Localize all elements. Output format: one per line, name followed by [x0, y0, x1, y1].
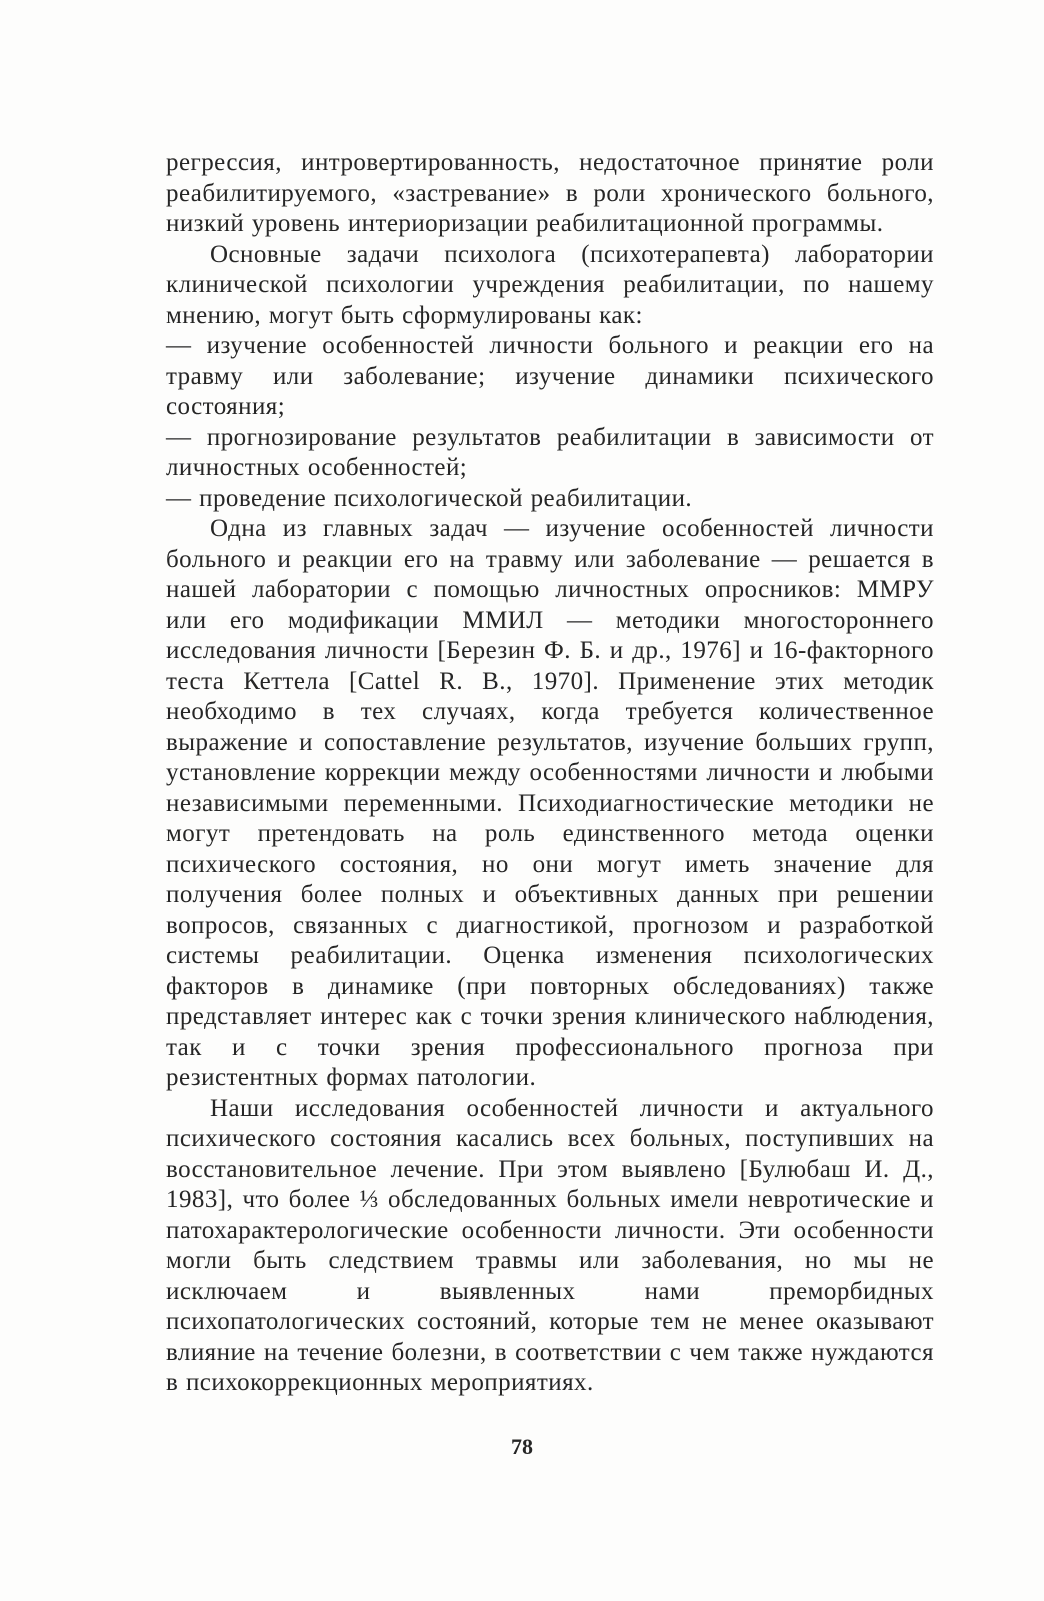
page-number: 78: [511, 1434, 533, 1459]
paragraph-research: Наши исследования особенностей личности и актуального психического состояния касались всех больных, поступивших на восстановительное лечение. При этом выявлено [Булюбаш И. Д., 1983], что более ⅓ обследованных больных имели невротические и патохарактерологические особенности личности. Эти особенности могли быть следствием травмы или заболевания, но мы не исключаем и выявленных нами преморбидных психопатологических состояний, которые тем не менее оказывают влияние на течение болезни, в соответствии с чем также нуждаются в психокоррекционных мероприятиях.: [166, 1094, 934, 1396]
paragraph-methods: Одна из главных задач — изучение особенностей личности больного и реакции его на травму или заболевание — решается в нашей лаборатории с помощью личностных опросников: ММРУ или его модификации ММИЛ — методики многостороннего исследования личности [Березин Ф. Б. и др., 1976] и 16-факторного теста Кеттела [Cattel R. В., 1970]. Применение этих методик необходимо в тех случаях, когда требуется количественное выражение и сопоставление результатов, изучение больших групп, установление коррекции между особенностями личности и любыми независимыми переменными. Психодиагностические методики не могут претендовать на роль единственного метода оценки психического состояния, но они могут иметь значение для получения более полных и объективных данных при решении вопросов, связанных с диагностикой, прогнозом и разработкой системы реабилитации. Оценка изменения психологических факторов в динамике (при повторных обследованиях) также представляет интерес как с точки зрения клинического наблюдения, так и с точки зрения профессионального прогноза при резистентных формах патологии.: [166, 515, 934, 1091]
list-item: — проведение психологической реабилитации.: [166, 484, 693, 512]
list-item: — изучение особенностей личности больного и реакции его на травму или заболевание; изучение динамики психического состояния;: [166, 332, 934, 420]
body-text: [166, 148, 934, 1399]
paragraph-tasks-intro: Основные задачи психолога (психотерапевта) лаборатории клинической психологии учреждения реабилитации, по нашему мнению, могут быть сформулированы как:: [166, 240, 934, 329]
paragraph-continuation: регрессия, интровертированность, недостаточное принятие роли реабилитируемого, «застревание» в роли хронического больного, низкий уровень интериоризации реабилитационной программы.: [166, 149, 934, 237]
list-item: — прогнозирование результатов реабилитации в зависимости от личностных особенностей;: [166, 423, 934, 481]
